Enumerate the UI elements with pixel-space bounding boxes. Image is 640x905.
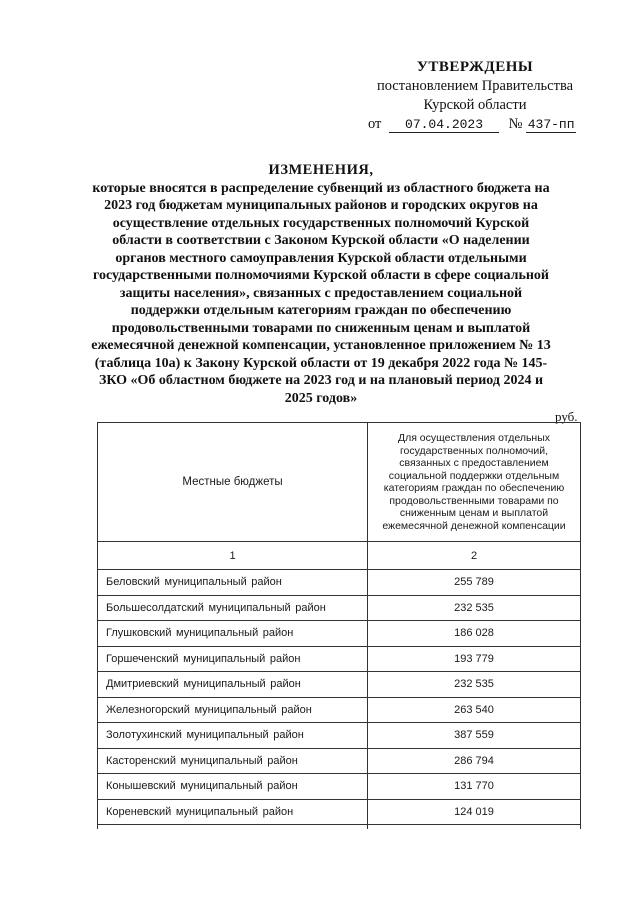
district-amount: 263 540 [368, 697, 581, 723]
district-name: Горшеченский муниципальный район [98, 646, 368, 672]
approval-block [360, 58, 590, 134]
col1-number: 1 [98, 542, 368, 570]
approval-date: 07.04.2023 [389, 117, 499, 133]
district-amount: 186 028 [368, 621, 581, 647]
heading-body: которые вносятся в распределение субвенций из областного бюджета на 2023 год бюджетам муниципальных районов и городских округов на осуществление отдельных государственных полномочий Курской области в соответствии с Законом Курской области «О наделении органов местного самоуправления Курской области отдельными государственными полномочиями Курской области в сфере социальной защиты населения», связанных с предоставлением социальной поддержки отдельным категориям граждан по обеспечению продовольственными товарами по сниженным ценам и выплатой ежемесячной денежной компенсации, установленное приложением № 13 (таблица 10а) к Закону Курской области от 19 декабря 2022 года № 145-ЗКО «Об областном бюджете на 2023 год и на плановый период 2024 и 2025 годов» [91, 180, 551, 406]
district-name: Касторенский муниципальный район [98, 748, 368, 774]
number-prefix: № [508, 116, 523, 132]
column-number-row [98, 542, 581, 570]
col1-header: Местные бюджеты [98, 423, 368, 542]
district-amount: 255 789 [368, 570, 581, 596]
district-amount: 286 794 [368, 748, 581, 774]
subvention-table [97, 422, 581, 829]
approval-line-1: постановлением Правительства [376, 78, 574, 94]
table-continuation [98, 825, 581, 830]
district-amount: 131 770 [368, 774, 581, 800]
district-name: Беловский муниципальный район [98, 570, 368, 596]
district-amount: 387 559 [368, 723, 581, 749]
table-row [98, 646, 581, 672]
district-name: Глушковский муниципальный район [98, 621, 368, 647]
table-row [98, 799, 581, 825]
col2-header: Для осуществления отдельных государственных полномочий, связанных с предоставлением социальной поддержки отдельным категориям граждан по обеспечению продовольственными товарами по сниженным ценам и выплатой ежемесячной денежной компенсации [368, 423, 581, 542]
district-amount: 193 779 [368, 646, 581, 672]
district-name: Дмитриевский муниципальный район [98, 672, 368, 698]
district-name: Большесолдатский муниципальный район [98, 595, 368, 621]
table-row [98, 595, 581, 621]
district-amount: 124 019 [368, 799, 581, 825]
district-name: Кореневский муниципальный район [98, 799, 368, 825]
document-heading [90, 162, 552, 407]
table-row [98, 774, 581, 800]
approval-number: 437-пп [527, 117, 575, 132]
table-row [98, 723, 581, 749]
table-row [98, 748, 581, 774]
approval-date-line [360, 115, 590, 134]
date-prefix: от [368, 116, 382, 132]
table-row [98, 672, 581, 698]
col2-number: 2 [368, 542, 581, 570]
table-row [98, 621, 581, 647]
table-header-row [98, 423, 581, 542]
approval-line-2: Курской области [423, 97, 527, 113]
heading-title: ИЗМЕНЕНИЯ, [268, 162, 374, 178]
district-name: Конышевский муниципальный район [98, 774, 368, 800]
table-row [98, 697, 581, 723]
district-amount: 232 535 [368, 595, 581, 621]
district-amount: 232 535 [368, 672, 581, 698]
district-name: Железногорский муниципальный район [98, 697, 368, 723]
approval-title: УТВЕРЖДЕНЫ [416, 59, 534, 75]
district-name: Золотухинский муниципальный район [98, 723, 368, 749]
table-row [98, 570, 581, 596]
unit-label: руб. [555, 409, 578, 424]
